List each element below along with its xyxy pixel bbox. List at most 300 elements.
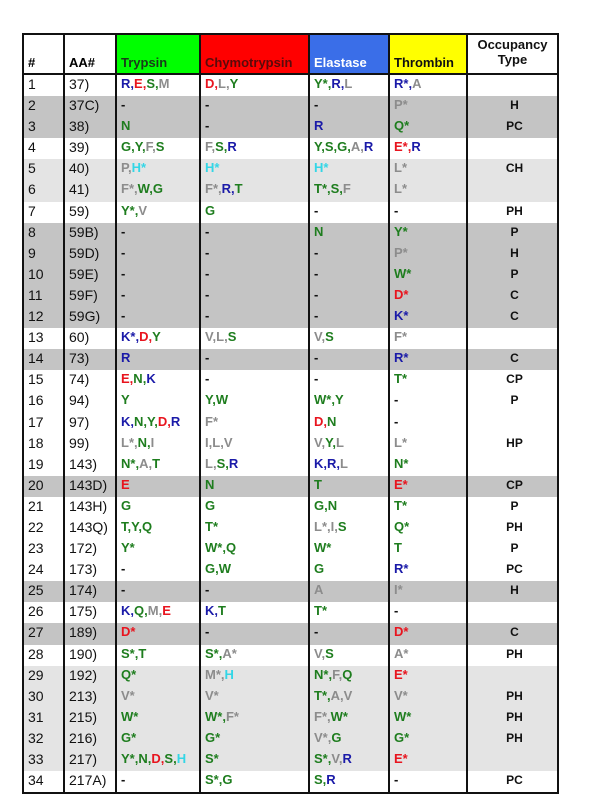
- separator: ,: [225, 455, 229, 471]
- residue: Q: [342, 666, 353, 682]
- separator: ,: [129, 371, 134, 387]
- table-row: [23, 708, 558, 729]
- table-row: [23, 560, 558, 581]
- header-row: [23, 34, 558, 74]
- elastase-residues: [309, 265, 389, 286]
- thrombin-residues: [389, 328, 467, 349]
- residue: W*: [394, 265, 412, 281]
- separator: ,: [222, 708, 226, 724]
- occupancy-type: [467, 666, 558, 687]
- residue: P: [121, 160, 128, 176]
- separator: ,: [340, 76, 345, 91]
- residue: -: [205, 223, 210, 239]
- residue: S: [164, 751, 174, 766]
- thrombin-residues: [389, 455, 467, 476]
- elastase-residues: [309, 623, 389, 644]
- separator: ,: [218, 181, 222, 197]
- residue: G: [205, 561, 216, 577]
- residue: E: [121, 371, 130, 387]
- trypsin-residues: [116, 645, 200, 666]
- residue: H: [224, 666, 234, 682]
- residue: G: [314, 497, 325, 513]
- separator: ,: [147, 434, 151, 450]
- residue: V: [343, 687, 353, 703]
- trypsin-residues: [116, 602, 200, 623]
- separator: ,: [138, 518, 142, 534]
- elastase-residues: [309, 328, 389, 349]
- thrombin-residues: [389, 265, 467, 286]
- residue: G*: [205, 729, 221, 745]
- occupancy-type: PC: [467, 560, 558, 581]
- residue: G: [337, 139, 348, 155]
- residue: V*: [394, 687, 408, 703]
- residue: K: [205, 603, 215, 619]
- separator: ,: [327, 181, 331, 197]
- elastase-residues: [309, 539, 389, 560]
- residue: Q*: [394, 518, 410, 534]
- residue: L*: [394, 160, 407, 176]
- chymotrypsin-residues: [200, 476, 309, 497]
- thrombin-residues: [389, 391, 467, 412]
- separator: ,: [158, 603, 163, 619]
- residue: Y: [334, 392, 344, 408]
- residue: W*: [121, 708, 139, 724]
- row-number: 14: [23, 349, 64, 370]
- protease-specificity-table: [22, 33, 559, 794]
- separator: ,: [131, 139, 135, 155]
- trypsin-residues: [116, 560, 200, 581]
- trypsin-residues: [116, 265, 200, 286]
- separator: ,: [134, 181, 138, 197]
- amino-acid-position: 40): [64, 159, 116, 180]
- chymotrypsin-residues: [200, 307, 309, 328]
- chymotrypsin-residues: [200, 223, 309, 244]
- residue: S: [215, 139, 224, 155]
- occupancy-type: C: [467, 286, 558, 307]
- elastase-residues: [309, 96, 389, 117]
- residue: Y: [147, 413, 155, 429]
- table-row: [23, 434, 558, 455]
- separator: ,: [128, 160, 132, 176]
- separator: ,: [323, 455, 328, 471]
- separator: ,: [130, 603, 135, 619]
- trypsin-residues: [116, 349, 200, 370]
- row-number: 3: [23, 117, 64, 138]
- row-number: 24: [23, 560, 64, 581]
- row-number: 10: [23, 265, 64, 286]
- occupancy-type: PC: [467, 771, 558, 793]
- elastase-residues: [309, 307, 389, 328]
- residue: -: [394, 603, 399, 619]
- trypsin-residues: [116, 117, 200, 138]
- residue: A: [412, 76, 422, 91]
- amino-acid-position: 59): [64, 202, 116, 223]
- separator: ,: [134, 202, 139, 218]
- header-occupancy-line1: Occupancy: [477, 37, 548, 52]
- residue: L*: [394, 434, 407, 450]
- amino-acid-position: 172): [64, 539, 116, 560]
- residue: L: [218, 76, 226, 91]
- residue: Q*: [121, 666, 137, 682]
- residue: N: [133, 371, 143, 387]
- elastase-residues: [309, 455, 389, 476]
- chymotrypsin-residues: [200, 750, 309, 771]
- occupancy-type: HP: [467, 434, 558, 455]
- separator: ,: [147, 751, 152, 766]
- chymotrypsin-residues: [200, 391, 309, 412]
- residue: D*: [121, 624, 136, 640]
- residue: Y: [121, 392, 130, 408]
- residue: E*: [394, 476, 408, 492]
- separator: ,: [331, 392, 335, 408]
- elastase-residues: [309, 117, 389, 138]
- residue: K: [121, 603, 131, 619]
- separator: ,: [220, 434, 224, 450]
- residue: T*: [205, 518, 218, 534]
- amino-acid-position: 143): [64, 455, 116, 476]
- amino-acid-position: 97): [64, 413, 116, 434]
- residue: N: [327, 413, 337, 429]
- row-number: 1: [23, 74, 64, 96]
- residue: T: [121, 518, 128, 534]
- separator: ,: [141, 139, 146, 155]
- residue: Y: [205, 392, 213, 408]
- table-row: [23, 180, 558, 201]
- occupancy-type: CP: [467, 476, 558, 497]
- residue: D: [314, 413, 324, 429]
- occupancy-type: PH: [467, 729, 558, 750]
- residue: T: [218, 603, 226, 619]
- trypsin-residues: [116, 518, 200, 539]
- separator: ,: [173, 751, 177, 766]
- separator: ,: [154, 76, 159, 91]
- chymotrypsin-residues: [200, 159, 309, 180]
- row-number: 31: [23, 708, 64, 729]
- row-number: 6: [23, 180, 64, 201]
- row-number: 11: [23, 286, 64, 307]
- separator: ,: [127, 518, 132, 534]
- row-number: 22: [23, 518, 64, 539]
- separator: ,: [408, 76, 413, 91]
- residue: -: [121, 265, 126, 281]
- residue: L: [344, 76, 353, 91]
- residue: W*: [314, 540, 332, 556]
- elastase-residues: [309, 223, 389, 244]
- chymotrypsin-residues: [200, 497, 309, 518]
- amino-acid-position: 60): [64, 328, 116, 349]
- residue: F: [145, 139, 153, 155]
- residue: M: [147, 603, 159, 619]
- residue: -: [205, 265, 210, 281]
- separator: ,: [130, 413, 135, 429]
- residue: -: [121, 582, 126, 598]
- residue: N: [138, 751, 148, 766]
- header-chymotrypsin: Chymotrypsin: [200, 34, 309, 74]
- residue: -: [205, 97, 210, 113]
- residue: R: [363, 139, 374, 155]
- separator: ,: [220, 666, 225, 682]
- residue: T: [234, 181, 243, 197]
- residue: R: [411, 139, 421, 155]
- occupancy-type: PH: [467, 202, 558, 223]
- residue: D: [139, 329, 149, 345]
- residue: -: [121, 223, 126, 239]
- residue: G*: [394, 729, 410, 745]
- trypsin-residues: [116, 413, 200, 434]
- trypsin-residues: [116, 96, 200, 117]
- occupancy-type: C: [467, 307, 558, 328]
- separator: ,: [340, 687, 344, 703]
- residue: L*: [314, 518, 327, 534]
- residue: W*: [394, 708, 412, 724]
- residue: G: [121, 497, 132, 513]
- table-row: [23, 539, 558, 560]
- header-occupancy-line2: Type: [497, 52, 528, 67]
- thrombin-residues: [389, 180, 467, 201]
- residue: T*: [394, 371, 407, 387]
- residue: -: [314, 202, 319, 218]
- occupancy-type: PH: [467, 687, 558, 708]
- separator: ,: [134, 751, 139, 766]
- thrombin-residues: [389, 623, 467, 644]
- residue: R: [331, 76, 341, 91]
- trypsin-residues: [116, 159, 200, 180]
- residue: F*: [225, 708, 239, 724]
- separator: ,: [134, 645, 139, 661]
- residue: -: [314, 308, 319, 324]
- residue: R*: [394, 561, 409, 577]
- chymotrypsin-residues: [200, 180, 309, 201]
- residue: E: [134, 76, 143, 91]
- residue: S: [314, 772, 323, 788]
- row-number: 4: [23, 138, 64, 159]
- residue: G: [314, 561, 325, 577]
- occupancy-type: P: [467, 391, 558, 412]
- occupancy-type: [467, 74, 558, 96]
- header-aa-number: AA#: [64, 34, 116, 74]
- thrombin-residues: [389, 518, 467, 539]
- separator: ,: [224, 329, 228, 345]
- occupancy-type: [467, 750, 558, 771]
- residue: A: [350, 139, 361, 155]
- residue: A: [330, 687, 341, 703]
- occupancy-type: PH: [467, 645, 558, 666]
- residue: Y*: [121, 540, 135, 556]
- chymotrypsin-residues: [200, 518, 309, 539]
- thrombin-residues: [389, 96, 467, 117]
- table-row: [23, 666, 558, 687]
- residue: N: [327, 497, 338, 513]
- chymotrypsin-residues: [200, 286, 309, 307]
- residue: -: [314, 371, 319, 387]
- residue: T*: [314, 603, 327, 619]
- header-occupancy-type: [467, 34, 558, 74]
- separator: ,: [327, 518, 331, 534]
- elastase-residues: [309, 750, 389, 771]
- residue: K: [146, 371, 156, 387]
- residue: -: [394, 413, 399, 429]
- residue: K: [314, 455, 324, 471]
- residue: F: [332, 666, 339, 682]
- elastase-residues: [309, 518, 389, 539]
- elastase-residues: [309, 349, 389, 370]
- elastase-residues: [309, 708, 389, 729]
- occupancy-type: PH: [467, 708, 558, 729]
- residue: L*: [121, 434, 134, 450]
- amino-acid-position: 215): [64, 708, 116, 729]
- thrombin-residues: [389, 286, 467, 307]
- residue: L: [216, 329, 225, 345]
- trypsin-residues: [116, 771, 200, 793]
- amino-acid-position: 213): [64, 687, 116, 708]
- table-row: [23, 518, 558, 539]
- thrombin-residues: [389, 349, 467, 370]
- table-row: [23, 349, 558, 370]
- separator: ,: [214, 603, 219, 619]
- residue: W: [137, 181, 150, 197]
- residue: -: [205, 118, 210, 134]
- residue: -: [121, 244, 126, 260]
- thrombin-residues: [389, 370, 467, 391]
- residue: H*: [131, 160, 147, 176]
- separator: ,: [327, 729, 332, 745]
- chymotrypsin-residues: [200, 138, 309, 159]
- residue: H: [176, 751, 187, 766]
- separator: ,: [160, 751, 165, 766]
- separator: ,: [212, 392, 216, 408]
- residue: S: [146, 76, 155, 91]
- chymotrypsin-residues: [200, 265, 309, 286]
- occupancy-type: [467, 602, 558, 623]
- chymotrypsin-residues: [200, 96, 309, 117]
- residue: N: [134, 413, 144, 429]
- residue: S: [325, 329, 334, 345]
- table-row: [23, 623, 558, 644]
- separator: ,: [149, 181, 153, 197]
- amino-acid-position: 37C): [64, 96, 116, 117]
- residue: R: [170, 413, 181, 429]
- elastase-residues: [309, 581, 389, 602]
- residue: I: [150, 434, 155, 450]
- elastase-residues: [309, 159, 389, 180]
- residue: I: [205, 434, 209, 450]
- header-trypsin: Trypsin: [116, 34, 200, 74]
- trypsin-residues: [116, 286, 200, 307]
- chymotrypsin-residues: [200, 328, 309, 349]
- residue: R: [121, 76, 131, 91]
- amino-acid-position: 192): [64, 666, 116, 687]
- row-number: 34: [23, 771, 64, 793]
- separator: ,: [222, 540, 226, 556]
- amino-acid-position: 173): [64, 560, 116, 581]
- residue: S*: [205, 751, 219, 766]
- residue: A*: [394, 645, 409, 661]
- chymotrypsin-residues: [200, 455, 309, 476]
- amino-acid-position: 59D): [64, 244, 116, 265]
- separator: ,: [231, 181, 235, 197]
- separator: ,: [143, 413, 148, 429]
- table-row: [23, 413, 558, 434]
- thrombin-residues: [389, 413, 467, 434]
- separator: ,: [321, 645, 326, 661]
- trypsin-residues: [116, 180, 200, 201]
- separator: ,: [223, 139, 228, 155]
- residue: G: [205, 202, 216, 218]
- separator: ,: [148, 329, 153, 345]
- table-row: [23, 391, 558, 412]
- table-row: [23, 476, 558, 497]
- occupancy-type: [467, 138, 558, 159]
- residue: D*: [394, 286, 409, 302]
- chymotrypsin-residues: [200, 413, 309, 434]
- residue: R: [121, 350, 131, 366]
- separator: ,: [130, 76, 135, 91]
- separator: ,: [347, 139, 351, 155]
- amino-acid-position: 59E): [64, 265, 116, 286]
- amino-acid-position: 59G): [64, 307, 116, 328]
- thrombin-residues: [389, 434, 467, 455]
- occupancy-type: PH: [467, 518, 558, 539]
- separator: ,: [212, 329, 217, 345]
- chymotrypsin-residues: [200, 771, 309, 793]
- occupancy-type: [467, 413, 558, 434]
- residue: S: [337, 518, 347, 534]
- residue: E: [121, 476, 130, 492]
- chymotrypsin-residues: [200, 117, 309, 138]
- row-number: 23: [23, 539, 64, 560]
- separator: ,: [338, 751, 343, 766]
- amino-acid-position: 216): [64, 729, 116, 750]
- occupancy-type: P: [467, 497, 558, 518]
- elastase-residues: [309, 74, 389, 96]
- residue: R*: [394, 76, 409, 91]
- residue: S: [324, 139, 334, 155]
- residue: D: [157, 413, 168, 429]
- residue: F*: [205, 181, 218, 197]
- residue: G*: [121, 729, 137, 745]
- residue: F*: [394, 329, 407, 345]
- table-row: [23, 265, 558, 286]
- residue: W: [215, 392, 229, 408]
- residue: -: [314, 350, 319, 366]
- residue: T*: [314, 687, 327, 703]
- residue: R: [327, 455, 337, 471]
- amino-acid-position: 190): [64, 645, 116, 666]
- residue: L: [205, 455, 213, 471]
- row-number: 12: [23, 307, 64, 328]
- occupancy-type: [467, 328, 558, 349]
- table-row: [23, 74, 558, 96]
- table-body: [23, 74, 558, 793]
- chymotrypsin-residues: [200, 202, 309, 223]
- row-number: 27: [23, 623, 64, 644]
- thrombin-residues: [389, 539, 467, 560]
- residue: I*: [394, 582, 403, 598]
- chymotrypsin-residues: [200, 708, 309, 729]
- occupancy-type: H: [467, 96, 558, 117]
- residue: -: [121, 772, 126, 788]
- trypsin-residues: [116, 497, 200, 518]
- chymotrypsin-residues: [200, 370, 309, 391]
- row-number: 33: [23, 750, 64, 771]
- chymotrypsin-residues: [200, 666, 309, 687]
- elastase-residues: [309, 202, 389, 223]
- residue: S: [325, 645, 334, 661]
- residue: R: [314, 118, 324, 134]
- residue: -: [314, 244, 319, 260]
- separator: ,: [323, 413, 328, 429]
- residue: L: [340, 455, 348, 471]
